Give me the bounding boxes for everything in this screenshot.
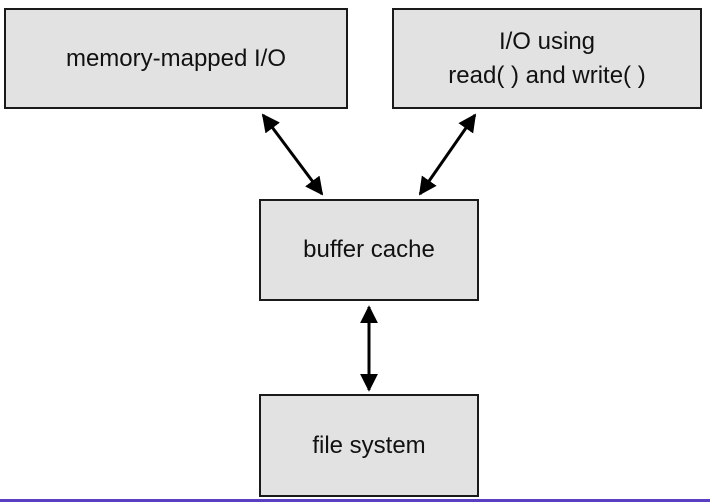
io-read-write-label-line2: read( ) and write( ) [448, 61, 646, 89]
arrow-mmio-to-buffer-cache [263, 115, 322, 194]
buffer-cache-label: buffer cache [303, 236, 435, 263]
memory-mapped-io-label: memory-mapped I/O [65, 44, 287, 72]
io-read-write-label-line1: I/O using [498, 27, 596, 55]
arrow-read-write-to-buffer-cache [420, 115, 475, 194]
file-system-label: file system [312, 431, 426, 459]
